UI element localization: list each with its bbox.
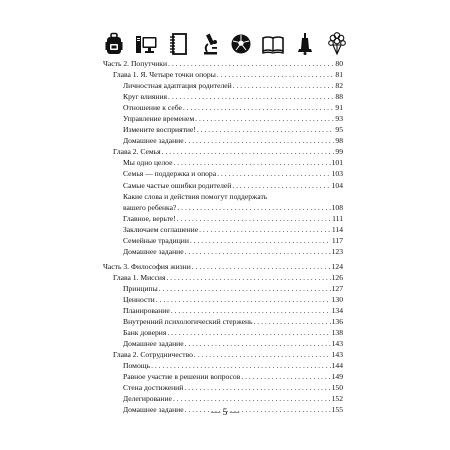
toc-leader-dots (151, 360, 331, 371)
toc-entry-title: Мы одно целое (123, 158, 173, 168)
toc-leader-dots (194, 349, 331, 360)
toc-leader-dots (184, 382, 330, 393)
toc-leader-dots (199, 224, 331, 235)
toc-page-number: 81 (335, 70, 343, 80)
toc-page-number: 99 (335, 147, 343, 157)
toc-entry-title: Глава 1. Я. Четыре точки опоры (113, 70, 216, 80)
toc-section-entry (123, 371, 343, 382)
toc-entry-title: Измените восприятие! (123, 125, 196, 135)
toc-page-number: 103 (331, 169, 343, 179)
toc-part-entry (103, 261, 343, 272)
decorative-icon-row (103, 31, 348, 57)
toc-chapter-entry (113, 69, 343, 80)
toc-page-number: 134 (331, 306, 343, 316)
open-book-icon (262, 32, 284, 56)
toc-section-entry (123, 393, 343, 404)
toc-section-entry (123, 135, 343, 146)
toc-leader-dots (197, 124, 335, 135)
toc-page-number: 82 (335, 81, 343, 91)
soccer-ball-icon (230, 32, 252, 56)
toc-section-entry (123, 316, 343, 327)
toc-entry-title: Глава 1. Миссия (113, 272, 166, 282)
toc-entry-title: Какие слова и действия помогут поддержать (123, 191, 268, 201)
toc-entry-title: Часть 2. Попутчики (103, 59, 168, 68)
toc-leader-dots (167, 327, 330, 338)
toc-page-number: 80 (335, 59, 343, 68)
toc-page-number: 101 (331, 158, 343, 168)
toc-entry-title: Круг влияния (123, 92, 168, 102)
toc-chapter-entry (113, 349, 343, 360)
toc-page-number: 143 (331, 350, 343, 360)
toc-leader-dots (177, 202, 330, 213)
toc-entry-title: Глава 2. Сотрудничество (113, 350, 193, 360)
toc-section-entry (123, 80, 343, 91)
toc-section-entry (123, 180, 343, 191)
toc-leader-dots (233, 80, 335, 91)
toc-entry-title: Глава 2. Семья (113, 147, 161, 157)
toc-page-number: 138 (331, 328, 343, 338)
toc-entry-title: Семья — поддержка и опора (123, 169, 217, 179)
toc-leader-dots (254, 316, 331, 327)
toc-leader-dots (192, 261, 331, 272)
toc-entry-title-continued: вашего ребенка? (123, 202, 177, 212)
toc-leader-dots (156, 294, 331, 305)
toc-leader-dots (173, 157, 330, 168)
toc-entry-title: Часть 3. Философия жизни (103, 261, 191, 271)
page-number: — 5 — (210, 408, 240, 418)
toc-entry-title: Управление временем (123, 114, 195, 124)
toc-page-number: 88 (335, 92, 343, 102)
toc-section-entry (123, 213, 343, 224)
toc-section-entry (123, 327, 343, 338)
toc-part-entry (103, 58, 343, 69)
toc-page-number: 126 (331, 272, 343, 282)
toc-entry-title: Делегирование (123, 394, 172, 404)
toc-entry-title: Принципы (123, 283, 158, 293)
toc-section-entry (123, 246, 343, 257)
toc-entry-title: Равное участие в решении вопросов (123, 372, 241, 382)
toc-leader-dots (195, 113, 334, 124)
backpack-icon (103, 32, 125, 56)
toc-page-number: 108 (331, 202, 343, 212)
toc-section-entry (123, 360, 343, 371)
toc-section-entry (123, 382, 343, 393)
toc-leader-dots (168, 91, 334, 102)
toc-page-number: 127 (331, 283, 343, 293)
toc-entry-title: Семейные традиции (123, 235, 189, 245)
toc-page-number: 104 (331, 180, 343, 190)
toc-leader-dots (217, 168, 331, 179)
toc-leader-dots (217, 69, 335, 80)
toc-section-entry (123, 305, 343, 316)
toc-page-number: 130 (331, 294, 343, 304)
toc-page-number: 152 (331, 394, 343, 404)
toc-page-number: 155 (331, 405, 343, 415)
toc-section-entry (123, 338, 343, 349)
toc-entry-title: Личностная адаптация родителей (123, 81, 232, 91)
toc-page-number: 150 (331, 383, 343, 393)
toc-page-number: 91 (335, 103, 343, 113)
notebook-icon (167, 32, 189, 56)
toc-entry-title: Самые частые ошибки родителей (123, 180, 232, 190)
toc-page-number: 123 (331, 246, 343, 256)
toc-page-number: 114 (331, 224, 343, 234)
toc-section-entry (123, 235, 343, 246)
toc-section-entry (123, 294, 343, 305)
toc-entry-title: Внутренний психологический стержень (123, 317, 253, 327)
toc-leader-dots (162, 146, 335, 157)
microscope-icon (199, 32, 221, 56)
toc-page-number: 95 (335, 125, 343, 135)
toc-section-entry (123, 224, 343, 235)
toc-leader-dots (190, 235, 331, 246)
toc-page-number: 111 (332, 213, 343, 223)
toc-entry-title: Домашнее задание (123, 136, 184, 146)
toc-entry-title: Банк доверия (123, 328, 167, 338)
toc-section-entry (123, 157, 343, 168)
toc-leader-dots (232, 180, 330, 191)
computer-icon (135, 32, 157, 56)
toc-leader-dots (177, 213, 331, 224)
toc-entry-title: Домашнее задание (123, 339, 184, 349)
toc-leader-dots (183, 102, 335, 113)
toc-leader-dots (185, 135, 335, 146)
toc-leader-dots (185, 246, 331, 257)
toc-leader-dots (159, 283, 331, 294)
toc-page-number: 149 (331, 372, 343, 382)
toc-section-entry (123, 283, 343, 294)
toc-entry-title: Отношение к себе (123, 103, 182, 113)
toc-chapter-entry (113, 272, 343, 283)
toc-chapter-entry (113, 146, 343, 157)
toc-page-number: 98 (335, 136, 343, 146)
flower-bouquet-icon (326, 32, 348, 56)
toc-entry-title: Главное, верьте! (123, 213, 176, 223)
table-of-contents (103, 58, 343, 416)
toc-section-entry (123, 113, 343, 124)
toc-leader-dots (171, 305, 331, 316)
toc-section-entry (123, 168, 343, 179)
toc-entry-title: Стена достижений (123, 383, 184, 393)
toc-leader-dots (173, 393, 331, 404)
toc-entry-title: Помощь (123, 361, 151, 371)
toc-page-number: 93 (335, 114, 343, 124)
toc-entry-title: Ценности (123, 294, 155, 304)
toc-leader-dots (185, 338, 331, 349)
toc-entry-title: Домашнее задание (123, 246, 184, 256)
toc-page-number: 124 (331, 261, 343, 271)
toc-section-entry (123, 102, 343, 113)
toc-entry-title: Планирование (123, 306, 170, 316)
toc-page-number: 117 (331, 235, 343, 245)
toc-entry-title: Домашнее задание (123, 405, 184, 415)
school-bell-icon (294, 32, 316, 56)
toc-page-number: 144 (331, 361, 343, 371)
toc-leader-dots (241, 371, 330, 382)
toc-section-entry (123, 191, 343, 213)
toc-page-number: 143 (331, 339, 343, 349)
toc-section-entry (123, 91, 343, 102)
toc-entry-title: Заключаем соглашение (123, 224, 199, 234)
toc-section-entry (123, 124, 343, 135)
toc-page-number: 136 (331, 317, 343, 327)
toc-leader-dots (166, 272, 330, 283)
toc-leader-dots (168, 58, 334, 69)
